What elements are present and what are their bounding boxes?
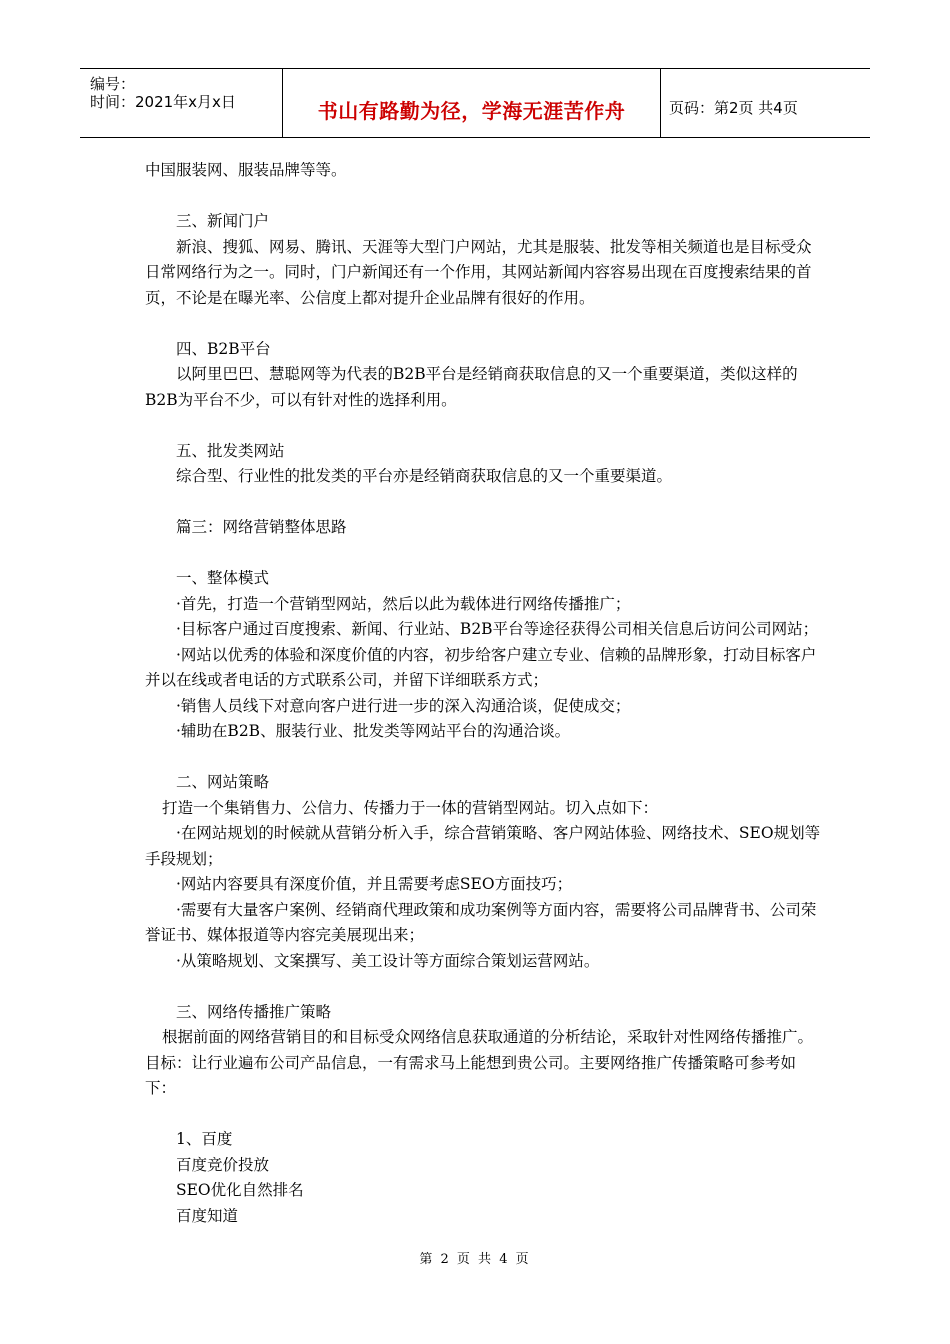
bullet-item: ·辅助在B2B、服装行业、批发类等网站平台的沟通洽谈。 xyxy=(176,722,571,740)
header-left-cell xyxy=(80,69,283,137)
bullet-item: ·从策略规划、文案撰写、美工设计等方面综合策划运营网站。 xyxy=(176,951,600,970)
document-body xyxy=(145,158,825,1229)
list-item: SEO优化自然排名 xyxy=(176,1181,304,1199)
bullet-item: ·目标客户通过百度搜索、新闻、行业站、B2B平台等途径获得公司相关信息后访问公司网站； xyxy=(176,620,819,638)
header-motto: 书山有路勤为径，学海无涯苦作舟 xyxy=(317,99,626,123)
paragraph: 新浪、搜狐、网易、腾讯、天涯等大型门户网站，尤其是服装、批发等相关频道也是目标受众日常网络行为之一。同时，门户新闻还有一个作用，其网站新闻内容容易出现在百度搜索结果的首页，不论是在曝光率、公信度上都对提升企业品牌有很好的作用。 xyxy=(145,237,812,307)
page-header xyxy=(80,68,870,138)
paragraph: 中国服装网、服装品牌等等。 xyxy=(145,161,347,179)
paragraph: 根据前面的网络营销目的和目标受众网络信息获取通道的分析结论，采取针对性网络传播推广。目标：让行业遍布公司产品信息，一有需求马上能想到贵公司。主要网络推广传播策略可参考如下： xyxy=(145,1028,814,1097)
page-footer: 第 2 页 共 4 页 xyxy=(419,1252,531,1267)
section-heading: 四、B2B平台 xyxy=(176,339,271,358)
bullet-item: ·网站内容要具有深度价值，并且需要考虑SEO方面技巧； xyxy=(176,875,573,893)
list-item: 百度知道 xyxy=(176,1206,239,1225)
section-heading: 三、新闻门户 xyxy=(176,212,270,230)
code-label: 编号： xyxy=(90,75,136,93)
list-heading: 1、百度 xyxy=(176,1130,233,1148)
paragraph: 以阿里巴巴、慧聪网等为代表的B2B平台是经销商获取信息的又一个重要渠道，类似这样的B2B为平台不少，可以有针对性的选择利用。 xyxy=(145,365,798,409)
bullet-item: ·网站以优秀的体验和深度价值的内容，初步给客户建立专业、信赖的品牌形象，打动目标客户并以在线或者电话的方式联系公司，并留下详细联系方式； xyxy=(145,645,817,689)
paragraph: 综合型、行业性的批发类的平台亦是经销商获取信息的又一个重要渠道。 xyxy=(176,467,673,485)
section-heading: 二、网站策略 xyxy=(176,773,270,791)
section-heading: 五、批发类网站 xyxy=(176,441,285,460)
list-item: 百度竞价投放 xyxy=(176,1155,270,1174)
chapter-heading: 篇三：网络营销整体思路 xyxy=(176,518,347,536)
date-line: 时间：2021年x月x日 xyxy=(90,93,236,111)
bullet-item: ·首先，打造一个营销型网站，然后以此为载体进行网络传播推广； xyxy=(176,594,631,613)
bullet-item: ·销售人员线下对意向客户进行进一步的深入沟通洽谈，促使成交； xyxy=(176,696,631,715)
bullet-item: ·在网站规划的时候就从营销分析入手，综合营销策略、客户网站体验、网络技术、SEO规划等手段规划； xyxy=(145,824,821,868)
section-heading: 一、整体模式 xyxy=(176,569,270,587)
bullet-item: ·需要有大量客户案例、经销商代理政策和成功案例等方面内容，需要将公司品牌背书、公司荣誉证书、媒体报道等内容完美展现出来； xyxy=(145,900,817,944)
section-heading: 三、网络传播推广策略 xyxy=(176,1002,332,1021)
page-code: 页码：第2页 共4页 xyxy=(669,99,798,117)
paragraph: 打造一个集销售力、公信力、传播力于一体的营销型网站。切入点如下： xyxy=(162,798,659,817)
header-middle-cell xyxy=(283,69,661,137)
header-right-cell xyxy=(661,69,870,137)
